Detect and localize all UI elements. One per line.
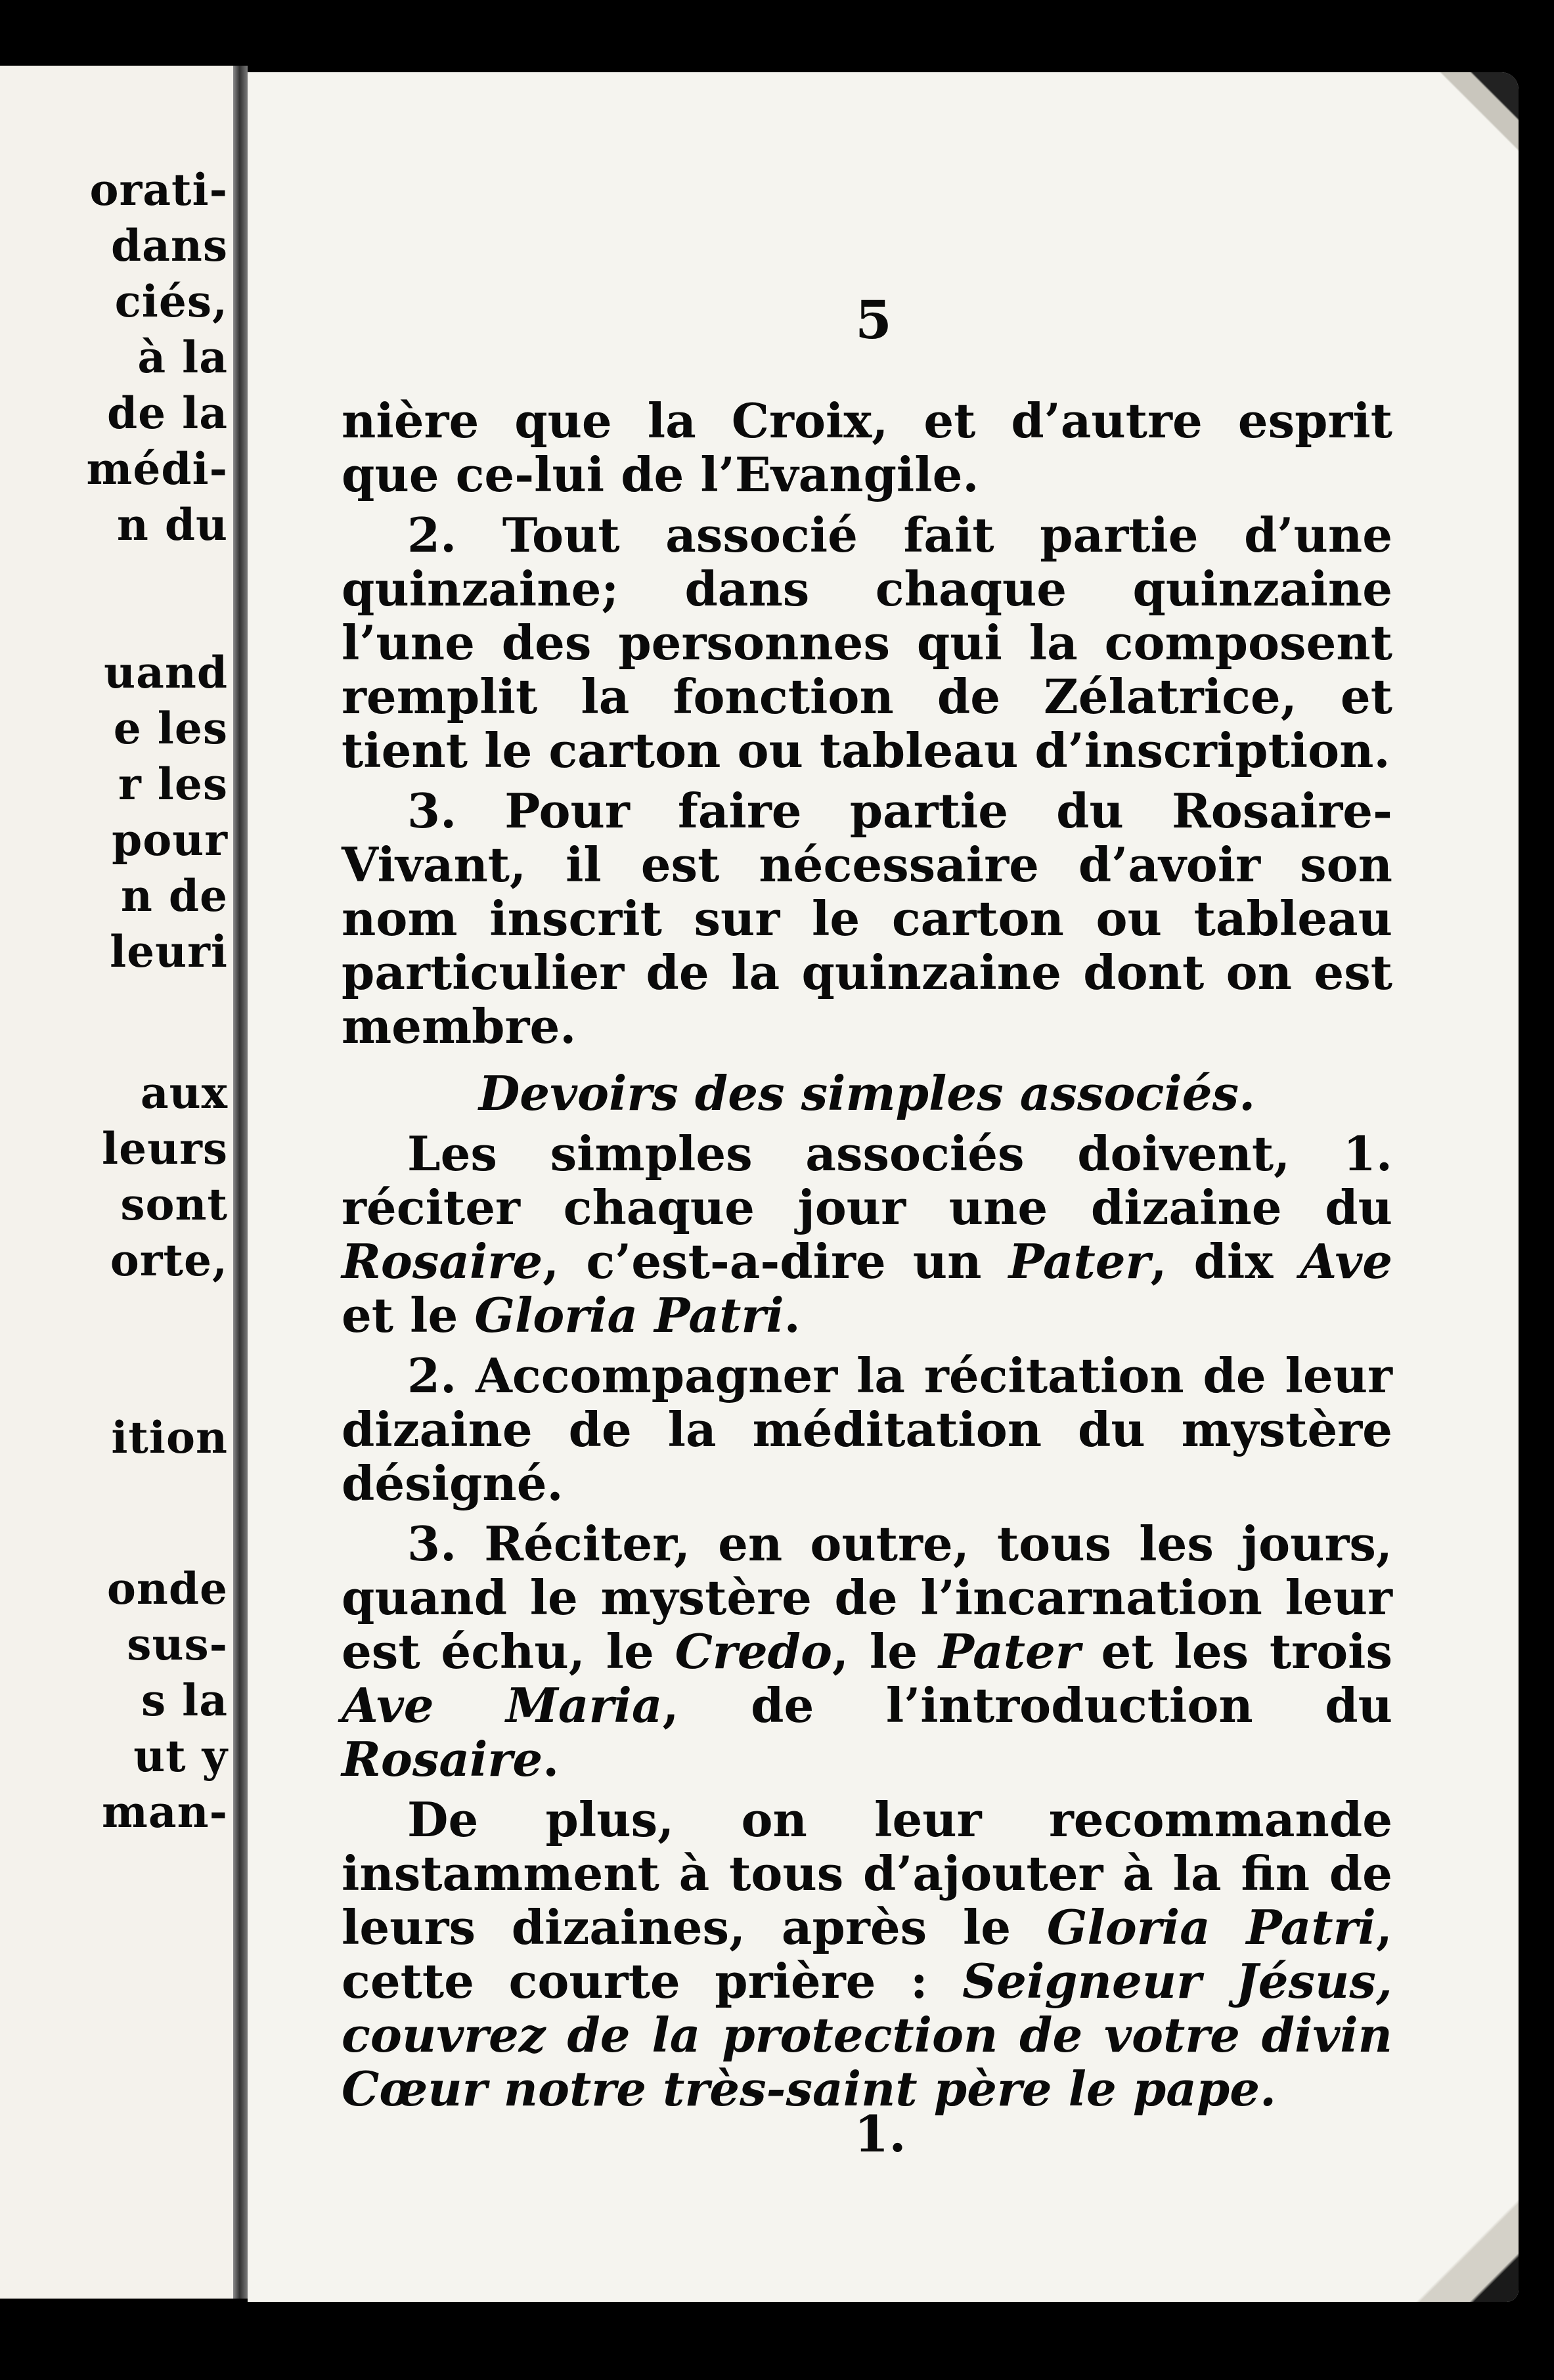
paragraph-duties-2: 2. Accompagner la récitation de leur dizaine de la méditation du mystère désigné. [342, 1348, 1392, 1511]
facing-page-line: dans [110, 220, 228, 271]
facing-page-line: uand [104, 647, 228, 698]
worn-corner-top [1394, 72, 1519, 204]
facing-page-line: orte, [110, 1235, 228, 1286]
book-gutter [233, 66, 248, 2299]
paragraph-article-3: 3. Pour faire partie du Rosaire-Vivant, il est nécessaire d’avoir son nom inscrit sur le carton ou tableau particulier de la quinzaine dont on est membre. [342, 783, 1392, 1054]
facing-page-line: s la [141, 1675, 228, 1726]
facing-page-line: ut y [133, 1730, 228, 1782]
facing-page-line: sont [120, 1179, 228, 1230]
facing-page-line: ition [111, 1412, 228, 1463]
paragraph-continuation: nière que la Croix, et d’autre esprit que ce-lui de l’Evangile. [342, 393, 1392, 502]
facing-page-line: médi- [86, 443, 228, 495]
facing-page-line: leuri [110, 926, 228, 977]
paragraph-recommendation: De plus, on leur recommande instamment à tous d’ajouter à la fin de leurs dizaines, après le Gloria Patri, cette courte prière : Seigneur Jésus, couvrez de la protection de votre divin Cœur notre très-saint père le pape. [342, 1792, 1392, 2117]
facing-page-line: r les [118, 759, 228, 810]
section-heading: Devoirs des simples associés. [478, 1065, 1256, 1121]
facing-page-line: onde [106, 1563, 228, 1614]
facing-page-line: aux [140, 1067, 228, 1118]
facing-page-line: orati- [89, 164, 228, 215]
facing-page-line: à la [137, 332, 228, 383]
signature-mark: 1. [854, 2105, 906, 2163]
worn-corner-bottom [1282, 2092, 1519, 2302]
facing-page-line: man- [102, 1786, 228, 1838]
paragraph-duties-1: Les simples associés doivent, 1. réciter chaque jour une dizaine du Rosaire, c’est-a-dire un Pater, dix Ave et le Gloria Patri. [342, 1126, 1392, 1343]
facing-page-line: leurs [102, 1123, 228, 1174]
facing-page-line: pour [112, 814, 228, 866]
facing-page-left [0, 66, 233, 2299]
page-text [342, 394, 1392, 2123]
page-number: 5 [855, 289, 892, 351]
facing-page-line: e les [113, 703, 228, 754]
facing-page-line: n de [120, 870, 228, 921]
facing-page-line: n du [116, 499, 228, 550]
facing-page-line: sus- [127, 1619, 228, 1670]
facing-page-line: de la [107, 387, 228, 439]
facing-page-line: ciés, [114, 276, 228, 327]
paragraph-duties-3: 3. Réciter, en outre, tous les jours, quand le mystère de l’incarnation leur est échu, le Credo, le Pater et les trois Ave Maria, de l’introduction du Rosaire. [342, 1516, 1393, 1787]
paragraph-article-2: 2. Tout associé fait partie d’une quinzaine; dans chaque quinzaine l’une des personnes qui la composent remplit la fonction de Zélatrice, et tient le carton ou tableau d’inscription. [342, 507, 1392, 778]
